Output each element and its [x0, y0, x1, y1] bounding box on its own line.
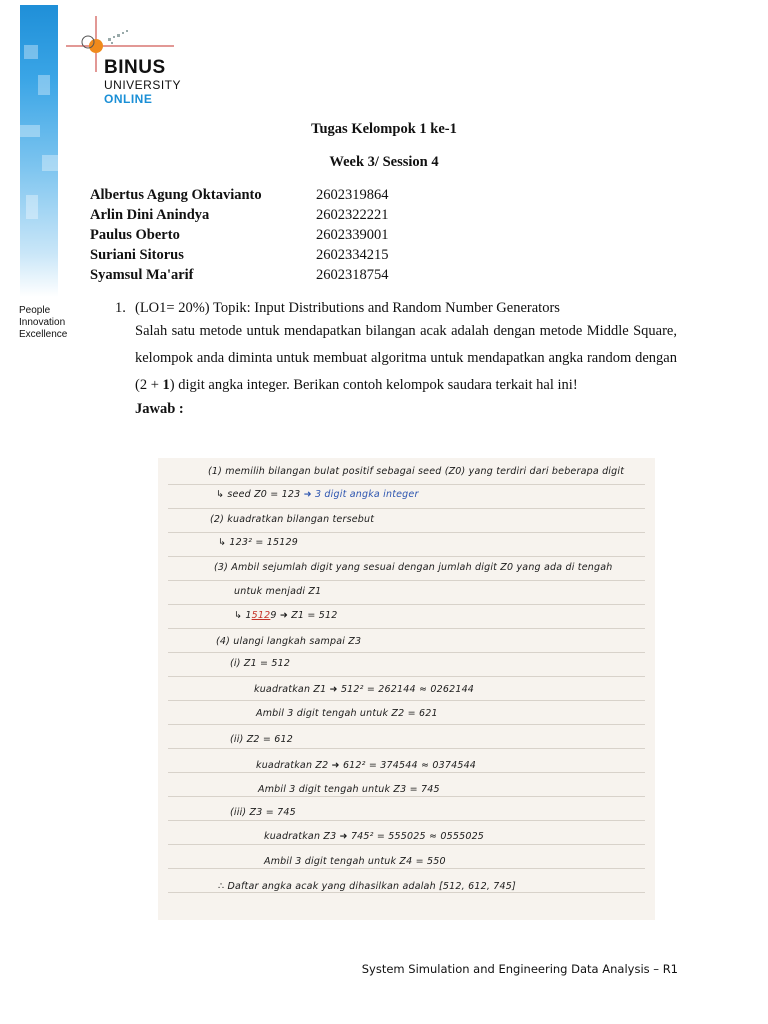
member-list: [90, 185, 389, 285]
member-name: Arlin Dini Anindya: [90, 206, 210, 223]
member-name: Suriani Sitorus: [90, 246, 184, 263]
handwriting-line: (2) kuadratkan bilangan tersebut: [210, 514, 375, 525]
question-body-bold: 1: [162, 377, 170, 393]
member-row: [90, 225, 389, 245]
tagline: [19, 305, 67, 341]
handwritten-answer-image: [158, 458, 655, 920]
tagline-line: Excellence: [19, 329, 68, 340]
tagline-line: Innovation: [19, 317, 66, 328]
handwriting-line: kuadratkan Z3 ➜ 745² = 555025 ≈ 0555025: [264, 831, 485, 842]
handwriting-line: ∴ Daftar angka acak yang dihasilkan adalah [512, 612, 745]: [218, 881, 516, 892]
member-id: 2602319864: [316, 186, 389, 203]
logo-wordmark: [104, 58, 181, 105]
member-row: [90, 265, 389, 285]
handwriting-line: Ambil 3 digit tengah untuk Z3 = 745: [258, 784, 440, 795]
handwriting-line: (i) Z1 = 512: [230, 658, 291, 669]
handwriting-line: [234, 610, 338, 621]
handwriting-highlight: ➜ 3 digit angka integer: [303, 489, 419, 500]
handwriting-underlined: 512: [251, 610, 271, 621]
member-id: 2602322221: [316, 206, 389, 223]
answer-label: Jawab :: [135, 401, 184, 417]
member-id: 2602339001: [316, 226, 389, 243]
handwriting-line: Ambil 3 digit tengah untuk Z4 = 550: [264, 856, 446, 867]
page-footer: System Simulation and Engineering Data Analysis – R1: [361, 962, 678, 976]
handwriting-segment: ↳ 1: [234, 610, 252, 621]
handwriting-line: (ii) Z2 = 612: [230, 734, 293, 745]
member-id: 2602318754: [316, 266, 389, 283]
logo-online: ONLINE: [104, 92, 153, 106]
document-title: Tugas Kelompok 1 ke-1: [311, 121, 457, 137]
member-row: [90, 205, 389, 225]
tagline-line: People: [19, 305, 51, 316]
handwriting-line: (3) Ambil sejumlah digit yang sesuai dengan jumlah digit Z0 yang ada di tengah: [214, 562, 613, 573]
decorative-side-strip: [20, 5, 58, 297]
question-block: [115, 298, 677, 419]
question-heading-row: [115, 298, 677, 318]
question-body-part1: Salah satu metode untuk mendapatkan bilangan acak adalah dengan metode Middle Square, kelompok anda diminta untuk membuat algoritma untuk mendapatkan angka random dengan (2 +: [135, 323, 677, 393]
handwriting-line: kuadratkan Z2 ➜ 612² = 374544 ≈ 0374544: [256, 760, 477, 771]
question-heading: (LO1= 20%) Topik: Input Distributions and Random Number Generators: [135, 300, 560, 316]
question-number: 1.: [115, 300, 126, 316]
handwriting-line: (iii) Z3 = 745: [230, 807, 296, 818]
member-name: Syamsul Ma'arif: [90, 266, 194, 283]
member-id: 2602334215: [316, 246, 389, 263]
handwriting-line: (1) memilih bilangan bulat positif sebagai seed (Z0) yang terdiri dari beberapa digit: [208, 466, 625, 477]
question-body: [115, 318, 677, 399]
member-row: [90, 245, 389, 265]
handwriting-segment: 9 ➜ Z1 = 512: [270, 610, 338, 621]
member-row: [90, 185, 389, 205]
handwriting-segment: ↳ seed Z0 = 123: [216, 489, 301, 500]
logo-university: UNIVERSITY: [104, 78, 182, 92]
handwriting-line: Ambil 3 digit tengah untuk Z2 = 621: [256, 708, 438, 719]
question-body-part2: ) digit angka integer. Berikan contoh kelompok saudara terkait hal ini!: [169, 377, 578, 393]
handwriting-line: (4) ulangi langkah sampai Z3: [216, 636, 362, 647]
handwriting-line: ↳ 123² = 15129: [218, 537, 298, 548]
member-name: Paulus Oberto: [90, 226, 180, 243]
document-subtitle: Week 3/ Session 4: [329, 154, 439, 170]
member-name: Albertus Agung Oktavianto: [90, 186, 262, 203]
handwriting-line: untuk menjadi Z1: [234, 586, 322, 597]
logo-brand: BINUS: [104, 57, 166, 78]
handwriting-line: kuadratkan Z1 ➜ 512² = 262144 ≈ 0262144: [254, 684, 475, 695]
handwriting-line: [216, 489, 419, 500]
